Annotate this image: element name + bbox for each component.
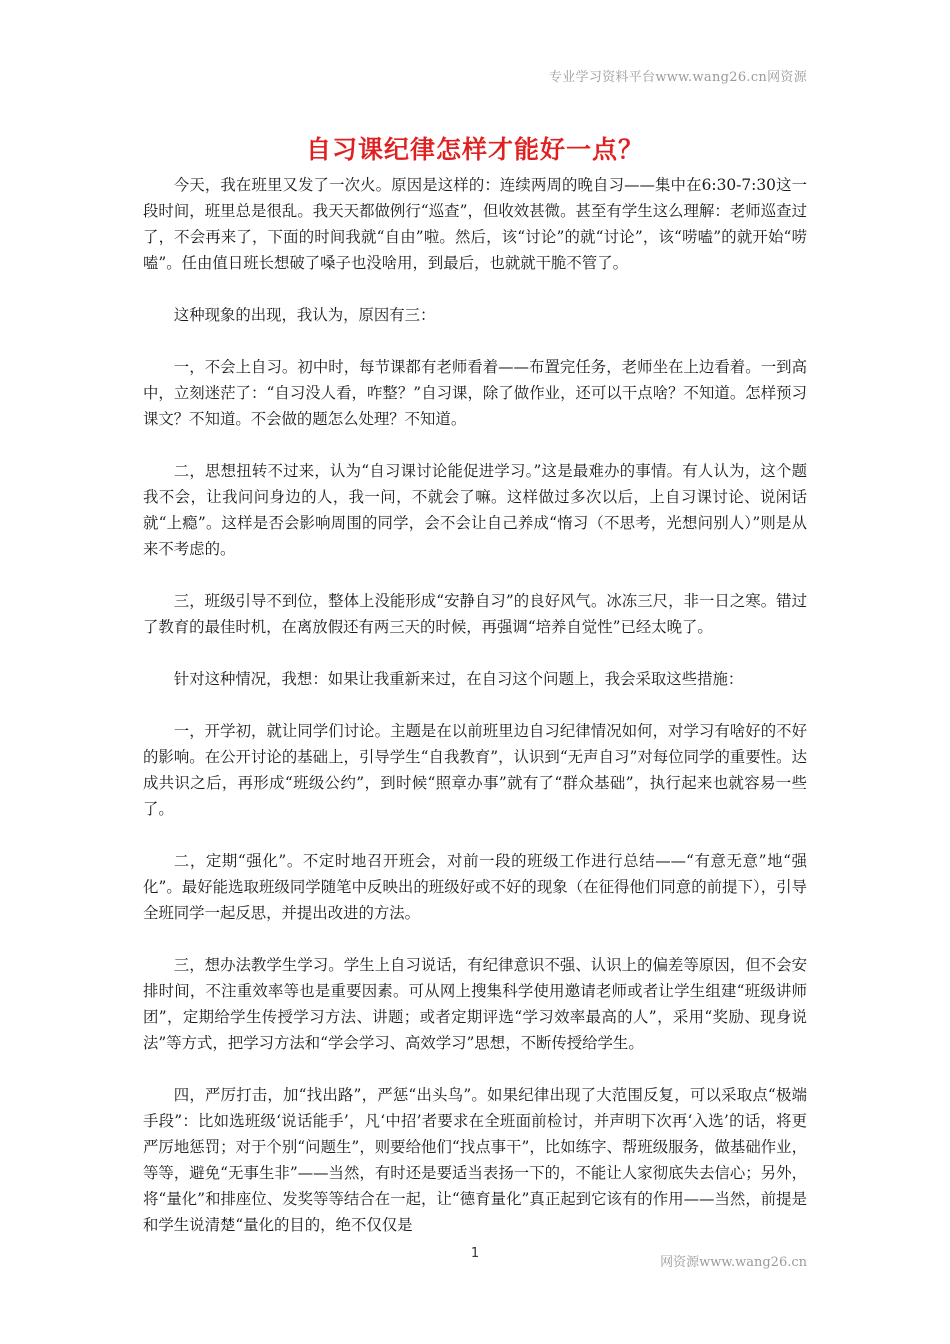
header-watermark: 专业学习资料平台www.wang26.cn网资源 bbox=[548, 70, 807, 85]
paragraph-cause-1: 一，不会上自习。初中时，每节课都有老师看着——布置完任务，老师坐在上边看着。一到高中，立刻迷茫了：“自习没人看，咋整？”自习课，除了做作业，还可以干点啥？不知道。怎样预习课文？不知道。不会做的题怎么处理？不知道。 bbox=[143, 358, 807, 428]
page-number: 1 bbox=[470, 1246, 480, 1261]
document-body bbox=[143, 172, 807, 1264]
paragraph-cause-2: 二，思想扭转不过来，认为“自习课讨论能促进学习。”这是最难办的事情。有人认为，这个题我不会，让我问问身边的人，我一问，不就会了嘛。这样做过多次以后，上自习课讨论、说闲话就“上瘾”。这样是否会影响周围的同学，会不会让自己养成“惰习（不思考，光想问别人）”则是从来不考虑的。 bbox=[143, 462, 807, 558]
paragraph-measure-4: 四，严厉打击，加“找出路”，严惩“出头鸟”。如果纪律出现了大范围反复，可以采取点“极端手段”：比如选班级‘说话能手’，凡‘中招’者要求在全班面前检讨，并声明下次再‘入选’的话，将更严厉地惩罚；对于个别“问题生”，则要给他们“找点事干”，比如练字、帮班级服务，做基础作业，等等，避免“无事生非”——当然，有时还是要适当表扬一下的，不能让人家彻底失去信心；另外，将“量化”和排座位、发奖等等结合在一起，让“德育量化”真正起到它该有的作用——当然，前提是和学生说清楚“量化的目的，绝不仅仅是 bbox=[143, 1086, 807, 1234]
document-title: 自习课纪律怎样才能好一点？ bbox=[305, 135, 644, 164]
footer-watermark: 网资源www.wang26.cn bbox=[660, 1255, 807, 1270]
paragraph-causes-intro: 这种现象的出现，我认为，原因有三： bbox=[173, 306, 436, 324]
paragraph-measure-1: 一，开学初，就让同学们讨论。主题是在以前班里边自习纪律情况如何，对学习有啥好的不好的影响。在公开讨论的基础上，引导学生“自我教育”，认识到“无声自习”对每位同学的重要性。达成共识之后，再形成“班级公约”，到时候“照章办事”就有了“群众基础”，执行起来也就容易一些了。 bbox=[143, 722, 807, 818]
paragraph-measure-2: 二，定期“强化”。不定时地召开班会，对前一段的班级工作进行总结——“有意无意”地“强化”。最好能选取班级同学随笔中反映出的班级好或不好的现象（在征得他们同意的前提下），引导全班同学一起反思，并提出改进的方法。 bbox=[143, 852, 807, 922]
paragraph-cause-3: 三，班级引导不到位，整体上没能形成“安静自习”的良好风气。冰冻三尺，非一日之寒。错过了教育的最佳时机，在离放假还有两三天的时候，再强调“培养自觉性”已经太晚了。 bbox=[143, 592, 807, 636]
paragraph-measure-3: 三，想办法教学生学习。学生上自习说话，有纪律意识不强、认识上的偏差等原因，但不会安排时间，不注重效率等也是重要因素。可从网上搜集科学使用邀请老师或者让学生组建“班级讲师团”，定期给学生传授学习方法、讲题；或者定期评选“学习效率最高的人”，采用“奖励、现身说法”等方式，把学习方法和“学会学习、高效学习”思想，不断传授给学生。 bbox=[143, 956, 807, 1052]
paragraph-measures-intro: 针对这种情况，我想：如果让我重新来过，在自习这个问题上，我会采取这些措施： bbox=[173, 670, 744, 688]
paragraph-intro: 今天，我在班里又发了一次火。原因是这样的：连续两周的晚自习——集中在6:30-7:30这一段时间，班里总是很乱。我天天都做例行“巡查”，但收效甚微。甚至有学生这么理解：老师巡查过了，不会再来了，下面的时间我就“自由”啦。然后，该“讨论”的就“讨论”，该“唠嗑”的就开始“唠嗑”。任由值日班长想破了嗓子也没啥用，到最后，也就就干脆不管了。 bbox=[143, 176, 807, 272]
